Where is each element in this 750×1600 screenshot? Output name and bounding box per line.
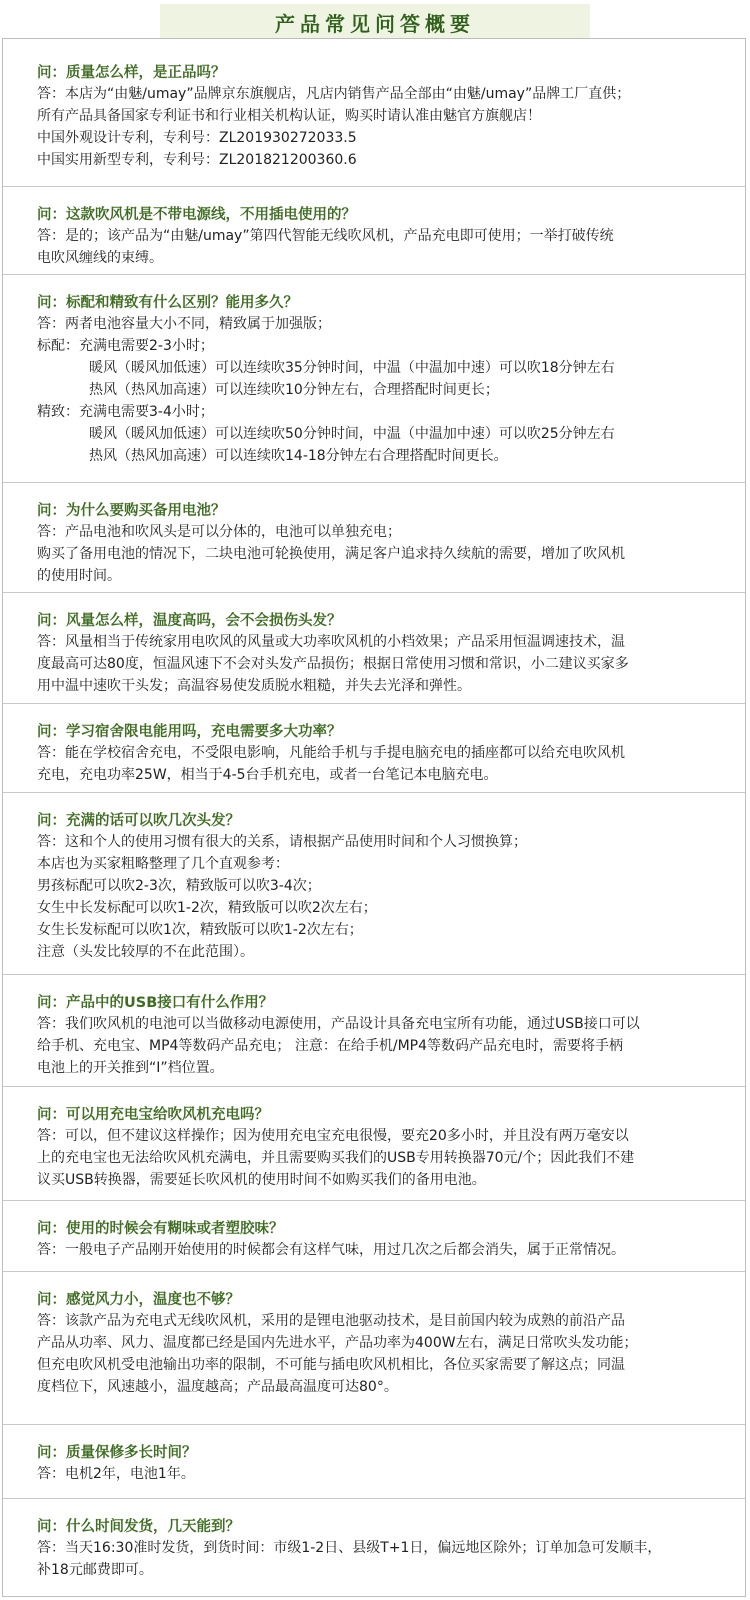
faq-question: 问：这款吹风机是不带电源线，不用插电使用的？ bbox=[37, 207, 356, 223]
faq-answer-line: 答：本店为“由魅/umay”品牌京东旗舰店，凡店内销售产品全部由“由魅/umay”品牌工厂直供； bbox=[37, 86, 631, 102]
faq-answer-line: 暖风（暖风加低速）可以连续吹50分钟时间，中温（中温加中速）可以吹25分钟左右 bbox=[89, 426, 615, 442]
faq-answer-line: 答：可以，但不建议这样操作；因为使用充电宝充电很慢，要充20多小时，并且没有两万毫安以 bbox=[37, 1128, 629, 1144]
faq-answer-line: 暖风（暖风加低速）可以连续吹35分钟时间，中温（中温加中速）可以吹18分钟左右 bbox=[89, 360, 615, 376]
faq-answer-line: 的使用时间。 bbox=[37, 568, 121, 584]
faq-answer-line: 女生长发标配可以吹1次，精致版可以吹1-2次左右； bbox=[37, 922, 363, 938]
faq-question: 问：可以用充电宝给吹风机充电吗？ bbox=[37, 1107, 269, 1123]
faq-answer-line: 电吹风缠线的束缚。 bbox=[37, 250, 163, 266]
faq-answer-line: 用中温中速吹干头发；高温容易使发质脱水粗糙，并失去光泽和弹性。 bbox=[37, 678, 471, 694]
faq-answer-line: 答：是的；该产品为“由魅/umay”第四代智能无线吹风机，产品充电即可使用；一举打破传统 bbox=[37, 228, 614, 244]
faq-answer-line: 度档位下，风速越小，温度越高；产品最高温度可达80°。 bbox=[37, 1379, 398, 1395]
faq-answer-line: 答：能在学校宿舍充电，不受限电影响，凡能给手机与手提电脑充电的插座都可以给充电吹风机 bbox=[37, 745, 625, 761]
faq-answer-line: 所有产品具备国家专利证书和行业相关机构认证，购买时请认准由魅官方旗舰店！ bbox=[37, 108, 541, 124]
faq-answer-line: 议买USB转换器，需要延长吹风机的使用时间不如购买我们的备用电池。 bbox=[37, 1172, 486, 1188]
faq-item bbox=[3, 1498, 745, 1598]
faq-answer-line: 热风（热风加高速）可以连续吹10分钟左右，合理搭配时间更长； bbox=[89, 382, 499, 398]
faq-answer-line: 答：我们吹风机的电池可以当做移动电源使用，产品设计具备充电宝所有功能，通过USB接口可以 bbox=[37, 1016, 640, 1032]
faq-answer-line: 答：产品电池和吹风头是可以分体的，电池可以单独充电； bbox=[37, 524, 401, 540]
faq-item bbox=[3, 274, 745, 482]
faq-answer-line: 本店也为买家粗略整理了几个直观参考： bbox=[37, 856, 289, 872]
faq-answer-line: 产品从功率、风力、温度都已经是国内先进水平，产品功率为400W左右，满足日常吹头发功能； bbox=[37, 1335, 638, 1351]
faq-answer-line: 电池上的开关推到“I”档位置。 bbox=[37, 1060, 224, 1076]
faq-question: 问：使用的时候会有糊味或者塑胶味？ bbox=[37, 1221, 284, 1237]
faq-answer-line: 答：这和个人的使用习惯有很大的关系，请根据产品使用时间和个人习惯换算； bbox=[37, 834, 527, 850]
faq-item bbox=[3, 592, 745, 703]
page-title: 产品常见问答概要 bbox=[275, 11, 475, 36]
faq-answer-line: 注意（头发比较厚的不在此范围）。 bbox=[37, 944, 254, 960]
faq-answer-line: 答：该款产品为充电式无线吹风机，采用的是锂电池驱动技术，是目前国内较为成熟的前沿产品 bbox=[37, 1313, 625, 1329]
faq-answer-line: 答：一般电子产品刚开始使用的时候都会有这样气味，用过几次之后都会消失，属于正常情况。 bbox=[37, 1242, 625, 1258]
faq-answer-line: 热风（热风加高速）可以连续吹14-18分钟左右合理搭配时间更长。 bbox=[89, 448, 508, 464]
faq-answer-line: 男孩标配可以吹2-3次，精致版可以吹3-4次； bbox=[37, 878, 321, 894]
faq-item bbox=[3, 1424, 745, 1498]
title-banner bbox=[160, 4, 590, 40]
faq-item bbox=[3, 482, 745, 592]
faq-answer-line: 答：电机2年，电池1年。 bbox=[37, 1466, 195, 1482]
faq-item bbox=[3, 974, 745, 1086]
faq-answer-line: 上的充电宝也无法给吹风机充满电，并且需要购买我们的USB专用转换器70元/个；因此我们不建 bbox=[37, 1150, 635, 1166]
faq-answer-line: 补18元邮费即可。 bbox=[37, 1562, 153, 1578]
faq-answer-line: 中国实用新型专利，专利号：ZL201821200360.6 bbox=[37, 152, 357, 168]
faq-answer-line: 答：风量相当于传统家用电吹风的风量或大功率吹风机的小档效果；产品采用恒温调速技术，温 bbox=[37, 634, 625, 650]
faq-answer-line: 中国外观设计专利，专利号：ZL201930272033.5 bbox=[37, 130, 357, 146]
faq-answer-line: 标配：充满电需要2-3小时； bbox=[37, 338, 214, 354]
faq-item bbox=[3, 703, 745, 792]
faq-answer-line: 精致：充满电需要3-4小时； bbox=[37, 404, 214, 420]
faq-answer-line: 给手机、充电宝、MP4等数码产品充电； 注意：在给手机/MP4等数码产品充电时，需要将手柄 bbox=[37, 1038, 624, 1054]
faq-question: 问：什么时间发货，几天能到？ bbox=[37, 1519, 240, 1535]
faq-question: 问：风量怎么样，温度高吗，会不会损伤头发？ bbox=[37, 613, 342, 629]
faq-question: 问：充满的话可以吹几次头发？ bbox=[37, 813, 240, 829]
faq-item bbox=[3, 39, 745, 186]
faq-answer-line: 充电，充电功率25W，相当于4-5台手机充电，或者一台笔记本电脑充电。 bbox=[37, 767, 498, 783]
faq-answer-line: 但充电吹风机受电池输出功率的限制，不可能与插电吹风机相比，各位买家需要了解这点；同温 bbox=[37, 1357, 625, 1373]
faq-answer-line: 答：当天16:30准时发货，到货时间：市级1-2日、县级T+1日，偏远地区除外；订单加急可发顺丰， bbox=[37, 1540, 662, 1556]
faq-question: 问：标配和精致有什么区别？能用多久？ bbox=[37, 295, 298, 311]
faq-question: 问：产品中的USB接口有什么作用？ bbox=[37, 995, 274, 1011]
faq-answer-line: 女生中长发标配可以吹1-2次，精致版可以吹2次左右； bbox=[37, 900, 377, 916]
faq-question: 问：质量怎么样，是正品吗？ bbox=[37, 65, 226, 81]
faq-item bbox=[3, 1086, 745, 1200]
faq-answer-line: 购买了备用电池的情况下，二块电池可轮换使用，满足客户追求持久续航的需要，增加了吹风机 bbox=[37, 546, 625, 562]
faq-answer-line: 答：两者电池容量大小不同，精致属于加强版； bbox=[37, 316, 331, 332]
faq-item bbox=[3, 792, 745, 974]
faq-question: 问：感觉风力小，温度也不够？ bbox=[37, 1292, 240, 1308]
faq-item bbox=[3, 1271, 745, 1424]
faq-item bbox=[3, 1200, 745, 1271]
faq-question: 问：学习宿舍限电能用吗，充电需要多大功率？ bbox=[37, 724, 342, 740]
faq-frame bbox=[2, 38, 746, 1597]
faq-question: 问：质量保修多长时间？ bbox=[37, 1445, 197, 1461]
faq-question: 问：为什么要购买备用电池？ bbox=[37, 503, 226, 519]
faq-answer-line: 度最高可达80度，恒温风速下不会对头发产品损伤；根据日常使用习惯和常识，小二建议买家多 bbox=[37, 656, 629, 672]
faq-item bbox=[3, 186, 745, 274]
